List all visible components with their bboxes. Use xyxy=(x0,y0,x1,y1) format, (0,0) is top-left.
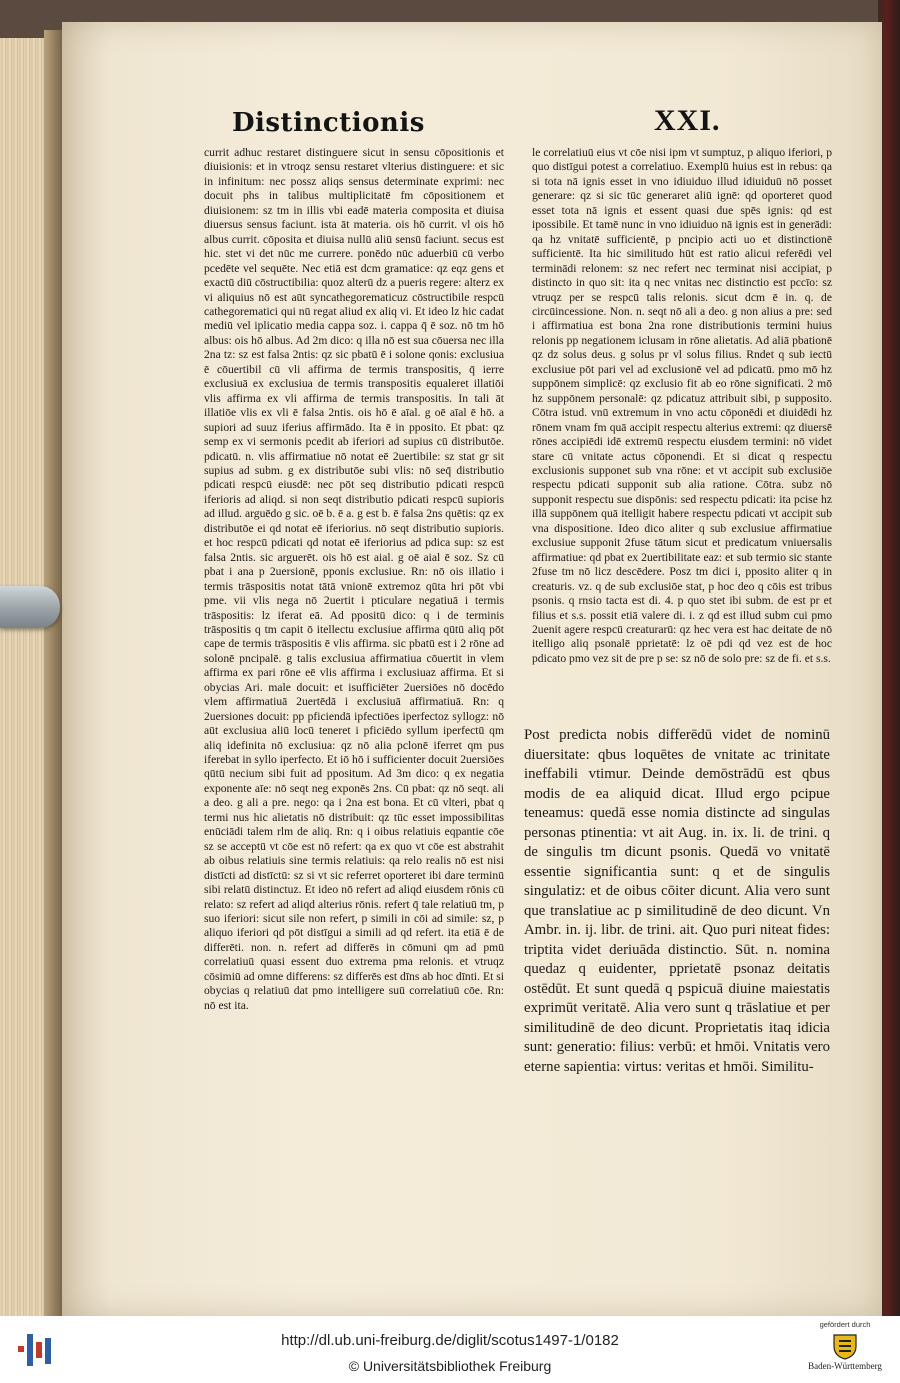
sponsor-name: Baden-Württemberg xyxy=(808,1361,882,1371)
footer-url-link[interactable]: http://dl.ub.uni-freiburg.de/diglit/scotus1497-1/0182 xyxy=(281,1332,619,1349)
left-column-text: currit adhuc restaret distinguere sicut in sensu cōpositionis et diuisionis: et in vtroqz sensu restaret vlterius distinguere: et sic in infinitum: nec possz aliqs sensus determinate exprimi: nec docuit phs in talibus multiplicitatē fm cōpositionem et diuisionem: sz tm in illis vbi eadē materia composita et diuisa diuersus sensus faciunt. ista āt materia. ois hō currit. vl ois hō albus currit. cōposita et diuisa nullū aliū sensū faciunt. secus est hic. stet vi det nūc me currere. ponēdo nūc aduerbiū cū verbo pcedēte vel sequēte. Nec etiā est dcm gramatice: qz eqz gens et exactū diū cōstructibilia: quoz alterū dz a pueris regere: alterz ex vi aliquius nō est aūt syncathegorematicuz cōstructibile respcū cathegorematici qui nū regat aliud ex aliq vi. Et ideo lz hic cadat mediū vel iplicatio media cappa soz. i. cappa q̄ ē soz. nō tm hō albus: ois hō albus. Ad 2m dico: q illa nō est sua cōuersa nec illa 2na tz: sz est falsa 2ntis: qz sic pbatū ē i solone qonis: exclusiua ē cōuertibil cū vli affirma de termis transpositis, q̄ ierre exclusiuā ex exclusiua de termis transpositis equaleret illatiōi vlis affirma ex vli affirma de termis transpositis. In tali āt illatiōe vlis ex vli ē falsa 2ntis. ois hō ē aīal. g oē aīal ē hō. a supiori ad suuz iferius affirmādo. Ita ē in pposito. Et pbat: qz semp ex vi sermonis pcedit ab iferiori ad supius cū distributōe. pdicatū. n. vlis affirmatiue nō notat eē 2uertibile: sz stat gr sit supius ad subm. g ex distributōe subi vlis: nō seq̄ distributio pdicati respcū eiusdē: nec pōt seq distributio pdicati respcū iferioris ad aliqd. si non seqt distributio pdicati respcū supioris ad illud. arguēdo g sic. oē b. ē a. g est b. ē falsa 2ns quētis: qz ex distributōe ei qd notat eē iferiorius. nō seqt distributio supioris. et hoc respcū pdicati qd notat eē iferiorius ad pdica sup: sz est falsa 2ntis. sic arguerēt. ois hō est aial. g oē aial ē soz. Sz cū pbat i ana p 2uersionē, pponis exclusiue. Rn: nō ois illatio i termis trāspositis notat tātā vnionē extremoz qūta hri pōt vbi pme. vii vlis nega nō 2uertit i pticulare negatiuā i termis trāspositis: lz iferat eā. Ad ppositū dico: q i de terminis trāspositis q tm capit ō itellectu exclusiue affirma qūtū aliq pōt cape de termis trāspositis ē vlis affirma. sic pbatū est i 2 rōne ad solonē pncipalē. g talis exclusiua affirmatiua cōuertit in vlem affirma ex pari rōne eē vlis affirma i exclusiuaz affirma. Et si obycias Ari. male docuit: et isufficiēter 2uersiōes nō docēdo vlem affirmatiuā 2uertēdā i exclusiuā affirmatiuā. Rn: q 2uersiones docuit: pp pficiendā ipfectiōes iperfectoz syllogz: nō aūt exclusiua aliū locū teneret i pficiēdo syllum iperfectū qm aliq idefinita nō exclusiua: qz nō alia pclonē iferret qm pus iferebat in syllo iperfecto. Et iō hō i sufficienter docuit 2uersiōes qūtū necium sibi fuit ad ppositum. Ad 3m dico: q ex negatia exponente aīe: nō seqt neg exponēs 2ns. Cū pbat: qz nō seqt. ali a deo. g ali a pre. nego: qa i 2na est bona. Et cū vlteri, pbat q termi nus hic alietatis nō distribuit: qz tūc esset impossibilitas enūciādi talem rlm de aliq. Rn: q i oibus relatiuis eqpantie cōe sz se acceptū vt cōe est nō refert: qa ex quo vt cōe est abstrahit ab oibus relatiuis sine termis relatiuis: qa relo realis nō est nisi distīcti ad distīctū: sz si vt sic referret oporteret ibi dare terminū sibi relatū distinctuz. Et ideo nō refert ad aliqd eiusdem rōnis cū relato: sz refert ad aliqd alterius rōnis. refert q̄ tale relatiuū tm, p suo iferiori: sicut sile non refert, p simili in cōi ad simile: sz, p aliquo iferiori qd pōt distīgui a simili ad qd refert. ita etiā ē de differēti. non. n. refert ad differēs in cōmuni qm ad pmū correlatiuū quasi essent duo extrema pma relonis. et vtruqz cōsimiū ad omne differens: sz differēs est dīns ab hoc dīnti. Et si obycias q relatiuū dat pmo intelligere suū correlatiuū cōe. Rn: nō est ita. xyxy=(204,146,505,1012)
sponsor-label: gefördert durch xyxy=(819,1320,871,1329)
right-column-main-text xyxy=(524,726,830,1077)
book-page-edges xyxy=(0,38,50,1316)
folio-number: XXI. xyxy=(654,104,721,137)
right-gloss-text: le correlatiuū eius vt cōe nisi ipm vt sumptuz, p aliquo iferiori, p quo distīgui potest a correlatiuo. Exemplū huius est in rebus: qa si tota nā ignis esset in vno idiuiduo illud idiuiduū nō posset generare: qz si sic tūc generaret aliū ignē: qd oporteret quod esset tota nā ignis et essent quasi due spēs ignis: qd est ipossibile. Et tamē nunc in vno idiuiduo nā ignis est in generādi: qa hz vnitatē sufficientē, p pncipio acti uo et distinctionē sufficientē. Ita hic similitudo hūt est ratio alicui referēdi vel terminādi relonem: sz nec refert nec terminat nisi accipiat, p distincto in quo sit: ita q nec vnitas nec distinctio est pccīo: sz vtruqz per se respcū talis relonis. sicut dcm ē in. q. de circūincessione. Non. n. seqt nō ali a deo. g non alius a pre: sed i affirmatiua est bona 2na rone distributionis termini huius relonis pp negationem iclusam in rōne alietatis. Ad aliā pbationē qz dz solus deus. g solus pr vl solus filius. Rndet q sub iectū exclusiue pōt pari vel ad exclusionē vel ad pdicatū. pmo mō hz suppōnem simplicē: qz exclusio fit ab eo rōne significati. 2 mō hz suppōnem personalē: qz pdicatuz attribuit sibi, p supposito. Cōtra istud. vnū extremum in vno actu cōponēdi et diuidēdi hz rōnem vnam fm quā accipit respectu alterius extremi: qz diuersē rōnes accipiēdi idē extremū respectu eiusdem termini: nō videt stare cū vnitate actus cōponendi. Et si dicat q respectu exclusionis supponet sub vna rōne: et vt accipit sub exclusiōe respectu pdicati supponit sub alia ratione. Cōtra. subz nō supponit respectu sue dispōnis: sed respectu pdicati: ita pcise hz illā suppōnem quā itelligit habere respectu pdicati vt accipit sub vna dispositione. Ideo dico aliter q sub exclusiue affirmatiue exclusiue supponit 2fuse tātum sicut et predicatum vniuersalis affirmatiue: qd pbat ex 2uertibilitate eaz: et sub termio sic stante 2fuse tm nō licz descēdere. Posz tm dici i, pposito aliter q in creaturis. vz. q de sub exclusiōe stat, p hoc deo q cōis est tribus psonis. q rnsio tacta est di. 4. p quo stet ibi subm. de est pr et filius et s.s. possit etiā valere di. i. z qd est illud subm cui pmo 2uenit agere respcū creaturarū: qz hec vera est hac deitate de nō itelligo aliq psonalē pprietatē: lz oē pdi qd vez est de hoc pdicato pmo vez sit de pre p se: sz nō de solo pre: sz de fi. et s.s. xyxy=(532,146,832,665)
left-column xyxy=(204,146,504,1013)
sponsor-block[interactable] xyxy=(800,1320,890,1380)
footer-copyright: © Universitätsbibliothek Freiburg xyxy=(348,1358,552,1374)
right-main-text: Post predicta nobis differēdū videt de nominū diuersitate: qbus loquētes de vnitate ac trinitate ineffabili vtimur. Deinde demōstrādū est qbus modis de ea aliquid dicat. Illud ergo pcipue teneamus: quedā esse nomia distincte ad singulas personas ptinentia: vt ait Aug. in. ix. li. de trini. q de singulis tm dicunt psonis. Quedā vo vnitatē essentie significantia sunt: q et de singulis singulatiz: et de oibus cōiter dicunt. Alia vero sunt que translatiue ac p similitudinē de deo dicunt. Vn Ambr. in. ij. libr. de trini. ait. Quo puri niteat fides: triptita videt deriuāda distinctio. Sūt. n. nomina quedaz q euidenter, pprietatē psonaz deitatis ostēdūt. Et sunt quedā q pspicuā diuine maiestatis exprimūt veritatē. Alia vero sunt q trāslatiue et per similitudinē de deo dicunt. Proprietatis itaq idicia sunt: generatio: filius: verbū: et hmōi. Vnitatis vero eterne sapientia: virtus: veritas et hmōi. Similitu- xyxy=(524,727,830,1075)
running-head: Distinctionis xyxy=(232,108,425,138)
right-column-gloss xyxy=(532,146,832,666)
baden-wuerttemberg-crest-icon xyxy=(832,1332,858,1360)
page-clip xyxy=(0,586,60,628)
